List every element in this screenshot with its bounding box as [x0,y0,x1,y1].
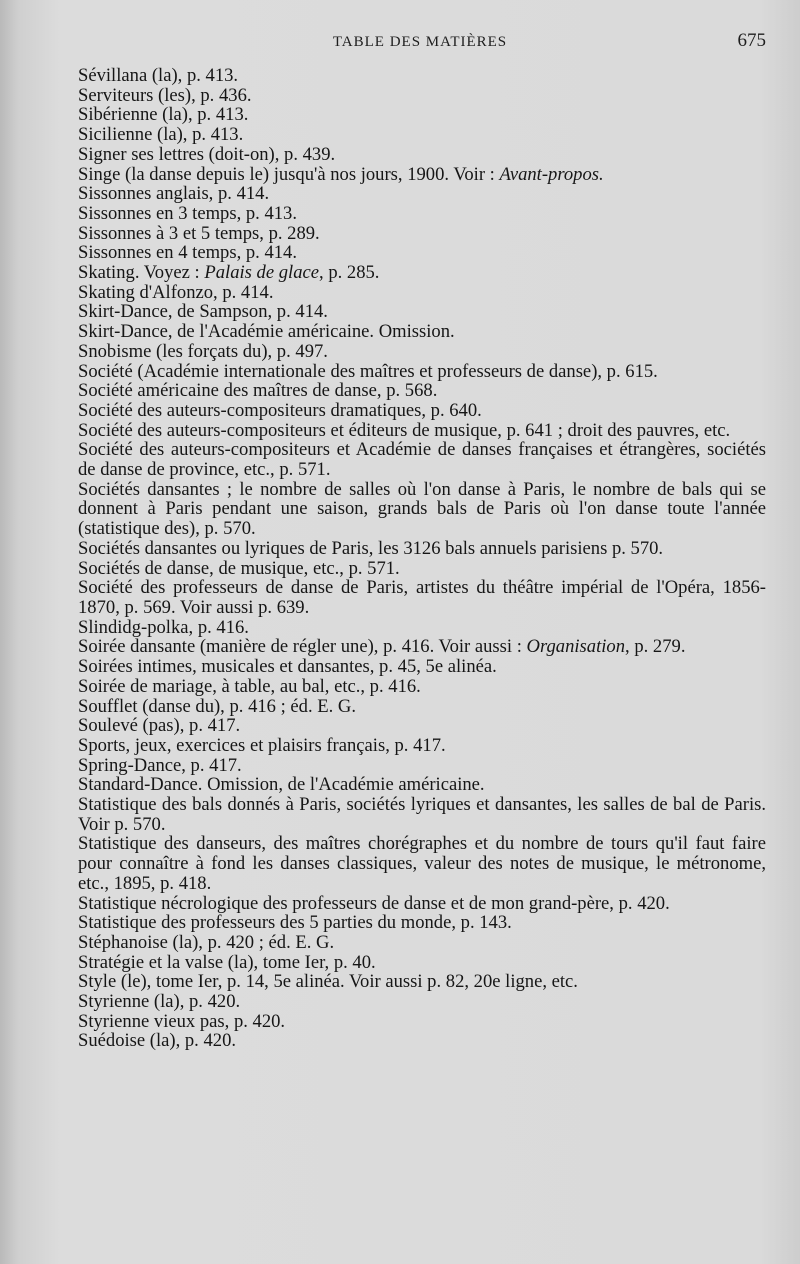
index-entry [56,1031,766,1051]
entry-text: Soirées intimes, musicales et dansantes, p. 45, 5e alinéa. [78,656,497,678]
index-entry [56,224,766,244]
entry-text: Skirt-Dance, de Sampson, p. 414. [78,301,328,323]
entry-text: Soulevé (pas), p. 417. [78,715,241,737]
page-number: 675 [737,30,766,51]
entry-text: Standard-Dance. Omission, de l'Académie américaine. [78,774,485,796]
index-entry [56,756,766,776]
entry-text: Société des auteurs-compositeurs et Académie de danses françaises et étrangères, sociétés de danse de province, etc., p. 571. [78,439,766,481]
entry-text: Statistique des professeurs des 5 parties du monde, p. 143. [78,912,512,934]
index-entry [56,953,766,973]
entry-text: Skating. Voyez : [78,262,205,284]
index-entry [56,381,766,401]
entry-text: Sociétés dansantes ; le nombre de salles où l'on danse à Paris, le nombre de bals qui se donnent à Paris pendant une saison, grands bals de Paris où l'on danse toute l'année (statistique des), p. 570. [78,478,766,540]
index-entry [56,66,766,86]
entry-text: Société des professeurs de danse de Paris, artistes du théâtre impérial de l'Opéra, 1856-1870, p. 569. Voir aussi p. 639. [78,577,766,618]
running-header-title: TABLE DES MATIÈRES [332,34,508,50]
index-entry [56,86,766,106]
index-entry [56,1012,766,1032]
entry-text: Singe (la danse depuis le) jusqu'à nos jours, 1900. Voir : [78,163,500,185]
entry-text: Skating d'Alfonzo, p. 414. [78,281,274,303]
entry-text: Style (le), tome Ier, p. 14, 5e alinéa. Voir aussi p. 82, 20e ligne, etc. [78,971,578,993]
entry-text: Société des auteurs-compositeurs dramatiques, p. 640. [78,399,482,421]
index-entry [56,105,766,125]
index-entry [56,480,766,539]
entry-text: Spring-Dance, p. 417. [78,754,242,776]
entry-text: Soufflet (danse du), p. 416 ; éd. E. G. [78,695,356,717]
entry-text: Soirée de mariage, à table, au bal, etc., p. 416. [78,675,421,697]
entry-text: Serviteurs (les), p. 436. [78,84,252,106]
index-entry [56,322,766,342]
index-entry [56,145,766,165]
entry-text: Signer ses lettres (doit-on), p. 439. [78,143,336,165]
entry-text: , p. 279. [625,636,686,658]
entry-text: Styrienne vieux pas, p. 420. [78,1010,286,1032]
index-entry [56,913,766,933]
index-entry [56,302,766,322]
entry-text: Soirée dansante (manière de régler une), p. 416. Voir aussi : [78,636,527,658]
index-entry [56,775,766,795]
index-entry [56,401,766,421]
entry-text: Statistique des bals donnés à Paris, sociétés lyriques et dansantes, les salles de bal de Paris. Voir p. 570. [78,794,766,835]
entry-text: Skirt-Dance, de l'Académie américaine. Omission. [78,321,455,343]
entry-text: Slindidg-polka, p. 416. [78,616,249,638]
index-entry [56,165,766,185]
index-entry [56,559,766,579]
index-entry [56,362,766,382]
entry-text: Stéphanoise (la), p. 420 ; éd. E. G. [78,931,335,953]
entry-text: Sicilienne (la), p. 413. [78,124,244,146]
index-entry [56,637,766,657]
entry-text: Société américaine des maîtres de danse, p. 568. [78,380,438,402]
entry-cross-reference: Palais de glace [204,262,320,284]
entry-text: Snobisme (les forçats du), p. 497. [78,340,328,362]
index-entry [56,342,766,362]
index-entry [56,933,766,953]
entry-text: Sibérienne (la), p. 413. [78,104,249,126]
entry-text: Société des auteurs-compositeurs et éditeurs de musique, p. 641 ; droit des pauvres, etc. [78,419,731,441]
index-entry [56,283,766,303]
entry-text: Styrienne (la), p. 420. [78,991,241,1013]
index-entry [56,834,766,893]
index-entry [56,243,766,263]
entry-text: Statistique nécrologique des professeurs de danse et de mon grand-père, p. 420. [78,892,670,914]
index-entry [56,125,766,145]
entry-cross-reference: Organisation [526,636,626,658]
index-entry [56,716,766,736]
index-entry [56,736,766,756]
index-entry-list [78,66,766,1051]
index-entry [56,578,766,617]
entry-text: Suédoise (la), p. 420. [78,1030,237,1052]
index-entry [56,184,766,204]
entry-text: Statistique des danseurs, des maîtres chorégraphes et du nombre de tours qu'il faut faire pour connaître à fond les danses classiques, valeur des notes de musique, le métronome, etc., 1895, p. 418. [78,833,766,894]
index-entry [56,677,766,697]
entry-text: Sissonnes en 3 temps, p. 413. [78,202,297,224]
entry-text: Sociétés dansantes ou lyriques de Paris, les 3126 bals annuels parisiens p. 570. [78,537,664,559]
index-entry [56,894,766,914]
index-entry [56,618,766,638]
index-entry [56,657,766,677]
entry-text: Sissonnes anglais, p. 414. [78,183,270,205]
index-entry [56,263,766,283]
index-entry [56,795,766,834]
entry-text: Sissonnes à 3 et 5 temps, p. 289. [78,222,320,244]
index-entry [56,697,766,717]
entry-text: Société (Académie internationale des maîtres et professeurs de danse), p. 615. [78,360,658,382]
entry-text: Stratégie et la valse (la), tome Ier, p. 40. [78,951,376,973]
entry-text: Sociétés de danse, de musique, etc., p. 571. [78,557,400,579]
entry-text: Sévillana (la), p. 413. [78,65,239,86]
index-entry [56,440,766,479]
entry-text: , p. 285. [319,262,380,284]
index-entry [56,421,766,441]
entry-text: Sissonnes en 4 temps, p. 414. [78,242,297,264]
index-entry [56,972,766,992]
index-entry [56,992,766,1012]
index-entry [56,539,766,559]
entry-text: Sports, jeux, exercices et plaisirs français, p. 417. [78,734,446,756]
index-entry [56,204,766,224]
entry-cross-reference: Avant-propos. [499,163,604,185]
